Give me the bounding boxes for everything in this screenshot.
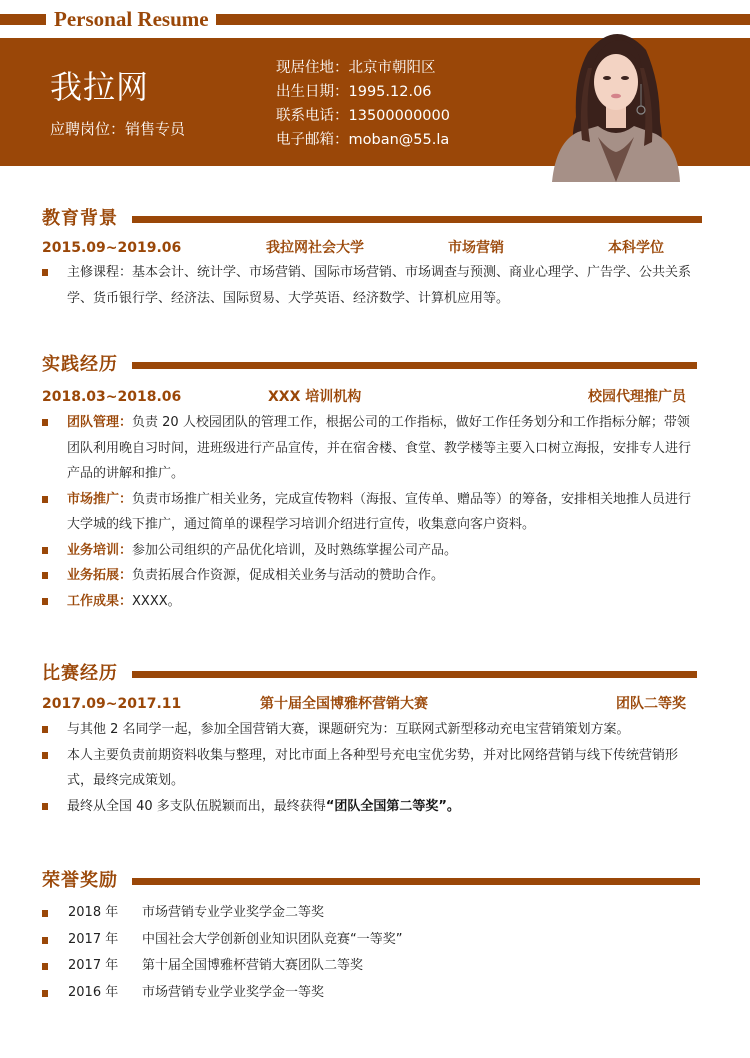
education-major: 市场营销 (448, 240, 504, 256)
section-education (42, 205, 702, 235)
award-title: 市场营销专业学业奖学金一等奖 (142, 984, 325, 1000)
list-item (42, 794, 697, 820)
bullet-text: 负责市场推广相关业务，完成宣传物料（海报、宣传单、赠品等）的筹备，安排相关地推人员进行大学城的线下推广，通过简单的课程学习培训介绍进行宣传，收集意向客户资料。 (67, 491, 692, 532)
list-item (42, 900, 697, 927)
candidate-name: 我拉网 (50, 68, 150, 106)
section-rule (132, 671, 697, 678)
practice-period: 2018.03~2018.06 (42, 389, 182, 405)
section-title-education: 教育背景 (42, 208, 118, 229)
award-year: 2017 年 (68, 958, 119, 973)
list-item: 主修课程：基本会计、统计学、市场营销、国际市场营销、市场调查与预测、商业心理学、广告学、公共关系学、货币银行学、经济法、国际贸易、大学英语、经济数学、计算机应用等。 (42, 260, 697, 311)
list-item (42, 980, 697, 1007)
award-year: 2017 年 (68, 931, 119, 947)
info-email: 电子邮箱：moban@55.la (276, 132, 450, 148)
practice-entry (42, 386, 687, 408)
applied-position: 应聘岗位：销售专员 (50, 120, 186, 138)
section-title-practice: 实践经历 (42, 354, 118, 375)
info-address: 现居住地：北京市朝阳区 (276, 60, 436, 76)
bullet-text: XXXX。 (132, 593, 181, 609)
bullet-text: 负责 20 人校园团队的管理工作，根据公司的工作指标，做好工作任务划分和工作指标分解；带领团队利用晚自习时间，进班级进行产品宣传，并在宿舍楼、食堂、教学楼等主要入口树立海报，安排专人进行产品的讲解和推广。 (67, 415, 692, 481)
bullet-text: 负责拓展合作资源，促成相关业务与活动的赞助合作。 (132, 568, 445, 583)
award-title: 市场营销专业学业奖学金二等奖 (142, 905, 325, 920)
list-item (42, 563, 697, 589)
award-title: 中国社会大学创新创业知识团队竞赛“一等奖” (142, 931, 403, 947)
list-item: 本人主要负责前期资料收集与整理，对比市面上各种型号充电宝优劣势，并对比网络营销与线下传统营销形式，最终完成策划。 (42, 743, 697, 794)
practice-org: XXX 培训机构 (268, 389, 362, 405)
list-item (42, 927, 697, 954)
section-rule (132, 216, 702, 223)
practice-bullets (42, 410, 697, 614)
education-bullets (42, 260, 697, 311)
list-item (42, 953, 697, 980)
award-year: 2016 年 (68, 984, 119, 1000)
honors-list (42, 900, 697, 1006)
practice-role: 校园代理推广员 (588, 389, 686, 405)
list-item (42, 487, 697, 538)
education-period: 2015.09~2019.06 (42, 240, 182, 256)
bullet-label: 业务拓展： (67, 568, 133, 583)
section-practice (42, 351, 702, 381)
bullet-text: 最终从全国 40 多支队伍脱颖而出，最终获得 (67, 798, 326, 814)
list-item: 与其他 2 名同学一起，参加全国营销大赛，课题研究为：互联网式新型移动充电宝营销策划方案。 (42, 717, 697, 743)
section-title-competition: 比赛经历 (42, 663, 118, 684)
section-title-honors: 荣誉奖励 (42, 870, 118, 891)
competition-period: 2017.09~2017.11 (42, 696, 182, 712)
award-year: 2018 年 (68, 905, 119, 920)
contact-info (276, 56, 450, 152)
bullet-label: 工作成果： (67, 593, 133, 609)
competition-bullets (42, 717, 697, 819)
section-rule (132, 878, 700, 885)
bullet-label: 团队管理： (67, 415, 133, 430)
section-competition (42, 660, 702, 690)
banner-bar-left (0, 14, 46, 25)
bullet-text: 参加公司组织的产品优化培训，及时熟练掌握公司产品。 (132, 542, 458, 558)
bullet-tail: 。 (446, 798, 460, 814)
competition-result: 团队二等奖 (616, 696, 686, 712)
education-degree: 本科学位 (608, 240, 664, 256)
education-entry (42, 237, 687, 259)
bullet-label: 业务培训： (67, 542, 133, 558)
info-phone: 联系电话：13500000000 (276, 108, 450, 124)
list-item (42, 410, 697, 487)
banner-title: Personal Resume (54, 7, 209, 31)
competition-name: 第十届全国博雅杯营销大赛 (260, 696, 428, 712)
bullet-label: 市场推广： (67, 491, 133, 507)
info-birthdate: 出生日期：1995.12.06 (276, 84, 432, 100)
list-item (42, 589, 697, 615)
section-honors (42, 867, 702, 897)
bullet-highlight: “团队全国第二等奖” (325, 798, 447, 814)
competition-entry (42, 693, 687, 715)
list-item (42, 538, 697, 564)
education-school: 我拉网社会大学 (266, 240, 364, 256)
section-rule (132, 362, 697, 369)
award-title: 第十届全国博雅杯营销大赛团队二等奖 (142, 958, 364, 973)
portrait-photo (548, 22, 684, 182)
